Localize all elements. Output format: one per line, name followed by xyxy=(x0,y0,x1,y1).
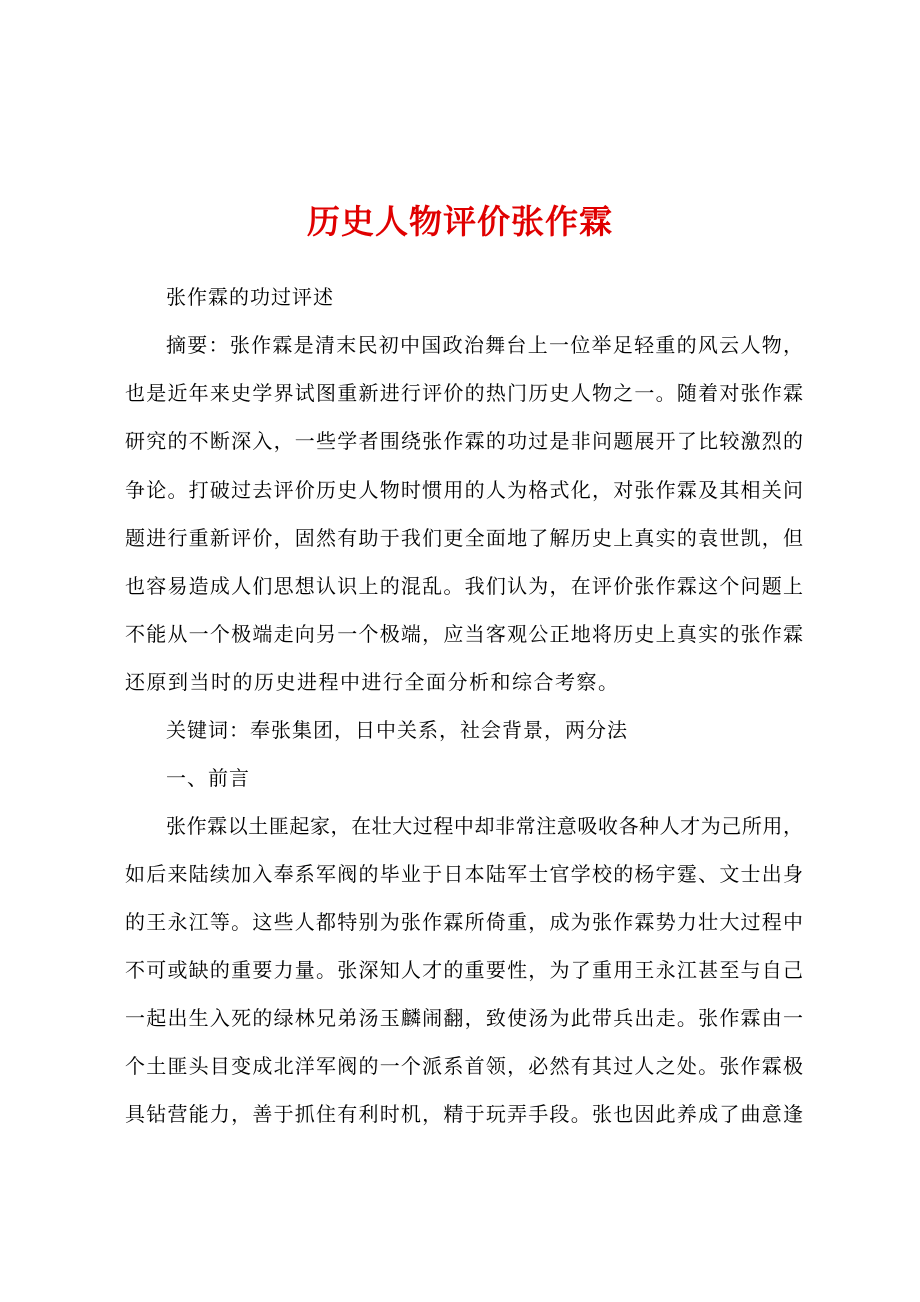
body-line: 的王永江等。这些人都特别为张作霖所倚重，成为张作霖势力壮大过程中 xyxy=(125,910,803,934)
abstract-line: 研究的不断深入，一些学者围绕张作霖的功过是非问题展开了比较激烈的 xyxy=(125,429,803,453)
body-line: 张作霖以土匪起家，在壮大过程中却非常注意吸收各种人才为己所用， xyxy=(166,814,803,838)
keywords: 关键词：奉张集团，日中关系，社会背景，两分法 xyxy=(166,718,628,742)
body-line: 如后来陆续加入奉系军阀的毕业于日本陆军士官学校的杨宇霆、文士出身 xyxy=(125,862,803,886)
section-heading: 一、前言 xyxy=(166,766,250,790)
body-line: 具钻营能力，善于抓住有利时机，精于玩弄手段。张也因此养成了曲意逢 xyxy=(125,1102,803,1126)
body-line: 不可或缺的重要力量。张深知人才的重要性，为了重用王永江甚至与自己 xyxy=(125,958,803,982)
body-line: 个土匪头目变成北洋军阀的一个派系首领，必然有其过人之处。张作霖极 xyxy=(125,1054,803,1078)
abstract-line: 也容易造成人们思想认识上的混乱。我们认为，在评价张作霖这个问题上 xyxy=(125,574,803,598)
abstract-line: 争论。打破过去评价历史人物时惯用的人为格式化，对张作霖及其相关问 xyxy=(125,478,803,502)
abstract-line: 不能从一个极端走向另一个极端，应当客观公正地将历史上真实的张作霖 xyxy=(125,622,803,646)
abstract-line: 摘要：张作霖是清末民初中国政治舞台上一位举足轻重的风云人物， xyxy=(166,333,803,357)
abstract-line: 还原到当时的历史进程中进行全面分析和综合考察。 xyxy=(125,670,620,694)
subtitle: 张作霖的功过评述 xyxy=(166,285,334,309)
abstract-line: 也是近年来史学界试图重新进行评价的热门历史人物之一。随着对张作霖 xyxy=(125,381,803,405)
body-line: 一起出生入死的绿林兄弟汤玉麟闹翻，致使汤为此带兵出走。张作霖由一 xyxy=(125,1006,803,1030)
document-title: 历史人物评价张作霖 xyxy=(307,202,613,241)
abstract-line: 题进行重新评价，固然有助于我们更全面地了解历史上真实的袁世凯，但 xyxy=(125,526,803,550)
